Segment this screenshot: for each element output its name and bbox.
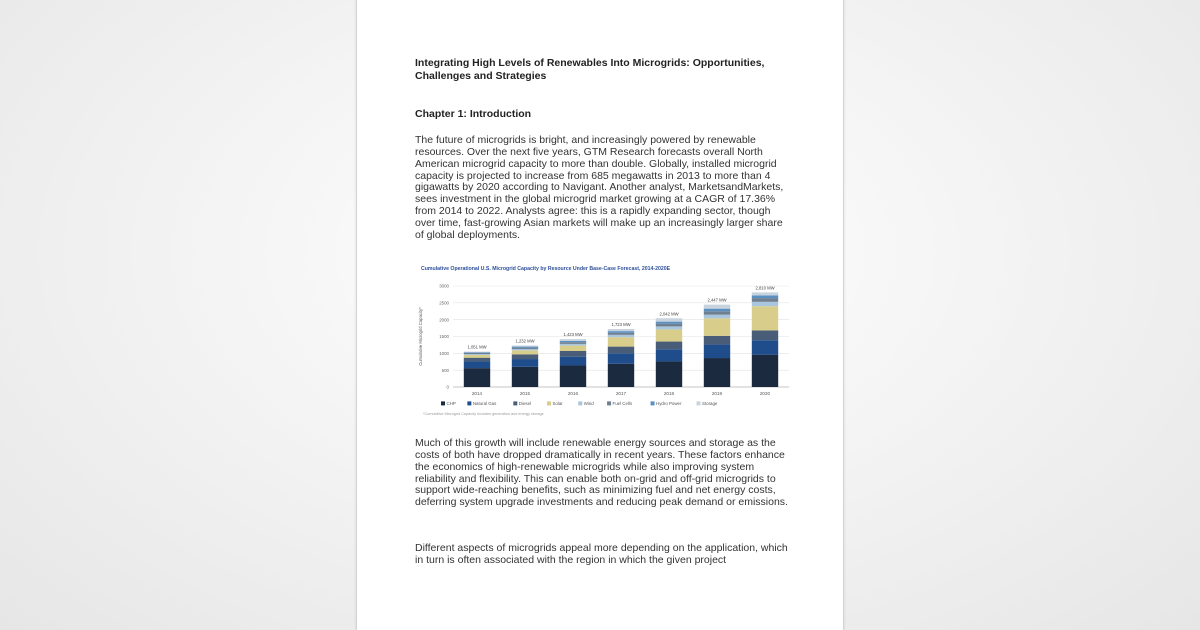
bar-segment-wind xyxy=(704,315,730,319)
document-page xyxy=(356,0,844,630)
legend-label: Diesel xyxy=(518,401,532,406)
legend-swatch xyxy=(467,401,471,405)
bar-segment-diesel xyxy=(656,342,682,350)
bar-total-label: 2,042 MW xyxy=(659,311,679,317)
x-tick-label: 2019 xyxy=(711,391,723,396)
bar-segment-storage xyxy=(608,329,634,331)
bar-segment-wind xyxy=(560,344,586,346)
bar-segment-solar xyxy=(464,355,490,358)
bar-segment-solar xyxy=(560,346,586,351)
legend-swatch xyxy=(441,401,445,405)
bar-total-label: 1,051 MW xyxy=(467,344,487,350)
x-tick-label: 2015 xyxy=(519,391,531,396)
bar-segment-natural-gas xyxy=(512,359,538,367)
x-tick-label: 2018 xyxy=(663,391,675,396)
bar-segment-hydro-power xyxy=(704,309,730,312)
y-tick-label: 3000 xyxy=(439,283,449,289)
bar-segment-diesel xyxy=(608,347,634,354)
bar-segment-solar xyxy=(512,350,538,354)
bar-segment-solar xyxy=(656,329,682,341)
bar-total-label: 1,232 MW xyxy=(515,338,535,344)
paragraph-3: Different aspects of microgrids appeal more depending on the application, which in turn is often associated with the region in which the given project xyxy=(415,542,788,566)
y-tick-label: 500 xyxy=(441,367,449,373)
bar-segment-fuel-cells xyxy=(752,298,778,302)
legend-swatch xyxy=(651,401,655,405)
bar-segment-wind xyxy=(752,302,778,306)
y-tick-label: 0 xyxy=(446,384,449,390)
y-tick-label: 2000 xyxy=(439,317,449,323)
bar-segment-storage xyxy=(656,318,682,321)
x-tick-label: 2014 xyxy=(471,391,483,396)
bar-segment-fuel-cells xyxy=(560,342,586,344)
bar-total-label: 2,810 MW xyxy=(755,285,775,291)
y-tick-label: 1000 xyxy=(439,350,449,356)
bar-segment-wind xyxy=(608,335,634,337)
legend-swatch xyxy=(513,401,517,405)
bar-segment-fuel-cells xyxy=(608,333,634,335)
chart-title: Cumulative Operational U.S. Microgrid Capacity by Resource Under Base-Case Forecast, 2014-2020E xyxy=(421,266,671,272)
bar-segment-chp xyxy=(608,364,634,387)
bar-segment-storage xyxy=(512,346,538,347)
bar-segment-natural-gas xyxy=(608,353,634,363)
bar-total-label: 1,723 MW xyxy=(611,321,631,327)
bar-segment-hydro-power xyxy=(608,331,634,333)
legend-label: Hydro Power xyxy=(656,401,682,406)
legend-label: Solar xyxy=(552,401,563,406)
legend-label: CHP xyxy=(446,401,456,406)
legend-label: Natural Gas xyxy=(472,401,497,406)
legend-label: Storage xyxy=(702,401,718,406)
paragraph-1: The future of microgrids is bright, and increasingly powered by renewable resources. Over the next five years, GTM Research forecasts overall North American microgrid capacity to more than double. Globally, installed microgrid capacity is projected to increase from 685 megawatts in 2013 to more than 4 gigawatts by 2020 according to Navigant. Another analyst, MarketsandMarkets, sees investment in the global microgrid market growing at a CAGR of 17.36% from 2014 to 2022. Analysts agree: this is a rapidly expanding sector, though over time, fast-growing Asian markets will make up an increasingly larger share of global deployments. xyxy=(415,134,784,241)
bar-segment-solar xyxy=(752,306,778,330)
chart-footnote: *Cumulative Microgrid Capacity includes generation and energy storage xyxy=(423,412,544,416)
legend-swatch xyxy=(547,401,551,405)
bar-segment-hydro-power xyxy=(752,295,778,298)
bar-segment-wind xyxy=(656,326,682,329)
bar-segment-natural-gas xyxy=(704,345,730,358)
bar-segment-chp xyxy=(464,368,490,387)
x-tick-label: 2020 xyxy=(759,391,771,396)
bar-segment-diesel xyxy=(464,358,490,362)
bar-segment-natural-gas xyxy=(752,340,778,354)
bar-segment-fuel-cells xyxy=(656,324,682,327)
legend-label: Wind xyxy=(583,401,594,406)
bar-segment-hydro-power xyxy=(656,322,682,324)
y-tick-label: 1500 xyxy=(439,334,449,340)
bar-segment-chp xyxy=(656,361,682,387)
legend-label: Fuel Cells xyxy=(612,401,633,406)
x-tick-label: 2016 xyxy=(567,391,579,396)
y-tick-label: 2500 xyxy=(439,300,449,306)
chapter-heading: Chapter 1: Introduction xyxy=(415,108,532,120)
document-title: Integrating High Levels of Renewables Into Microgrids: Opportunities, Challenges and Strategies xyxy=(415,57,765,82)
bar-total-label: 2,447 MW xyxy=(707,297,727,303)
x-tick-label: 2017 xyxy=(615,391,627,396)
legend-swatch xyxy=(578,401,582,405)
bar-segment-diesel xyxy=(752,330,778,340)
bar-segment-wind xyxy=(512,349,538,350)
legend-swatch xyxy=(697,401,701,405)
bar-segment-fuel-cells xyxy=(704,311,730,314)
bar-segment-natural-gas xyxy=(464,361,490,368)
legend-swatch xyxy=(607,401,611,405)
bar-segment-chp xyxy=(752,355,778,387)
bar-segment-chp xyxy=(512,367,538,387)
paragraph-2: Much of this growth will include renewable energy sources and storage as the costs of both have dropped dramatically in recent years. These factors enhance the economics of high-renewable microgrids while also improving system reliability and flexibility. This can enable both on-grid and off-grid microgrids to support wide-reaching benefits, such as minimizing fuel and net energy costs, deferring system upgrade investments and reducing peak demand or emissions. xyxy=(415,437,788,509)
bar-segment-chp xyxy=(704,358,730,387)
chart-figure xyxy=(417,262,797,427)
bar-segment-fuel-cells xyxy=(512,348,538,349)
stacked-bar-chart xyxy=(417,262,797,427)
bar-segment-storage xyxy=(704,305,730,309)
bar-segment-storage xyxy=(560,339,586,341)
bar-segment-natural-gas xyxy=(656,349,682,361)
bar-segment-storage xyxy=(464,352,490,353)
bar-segment-chp xyxy=(560,365,586,387)
bar-segment-natural-gas xyxy=(560,357,586,366)
bar-segment-hydro-power xyxy=(560,341,586,342)
bar-segment-diesel xyxy=(704,336,730,345)
bar-segment-storage xyxy=(752,292,778,295)
bar-segment-diesel xyxy=(560,351,586,357)
bar-segment-hydro-power xyxy=(512,347,538,348)
bar-segment-diesel xyxy=(512,354,538,359)
bar-segment-hydro-power xyxy=(464,352,490,353)
bar-segment-solar xyxy=(608,337,634,346)
y-axis-label: Cumulative Microgrid Capacity* xyxy=(418,307,423,366)
bar-total-label: 1,423 MW xyxy=(563,332,583,338)
bar-segment-fuel-cells xyxy=(464,353,490,354)
bar-segment-solar xyxy=(704,318,730,336)
bar-segment-wind xyxy=(464,354,490,355)
